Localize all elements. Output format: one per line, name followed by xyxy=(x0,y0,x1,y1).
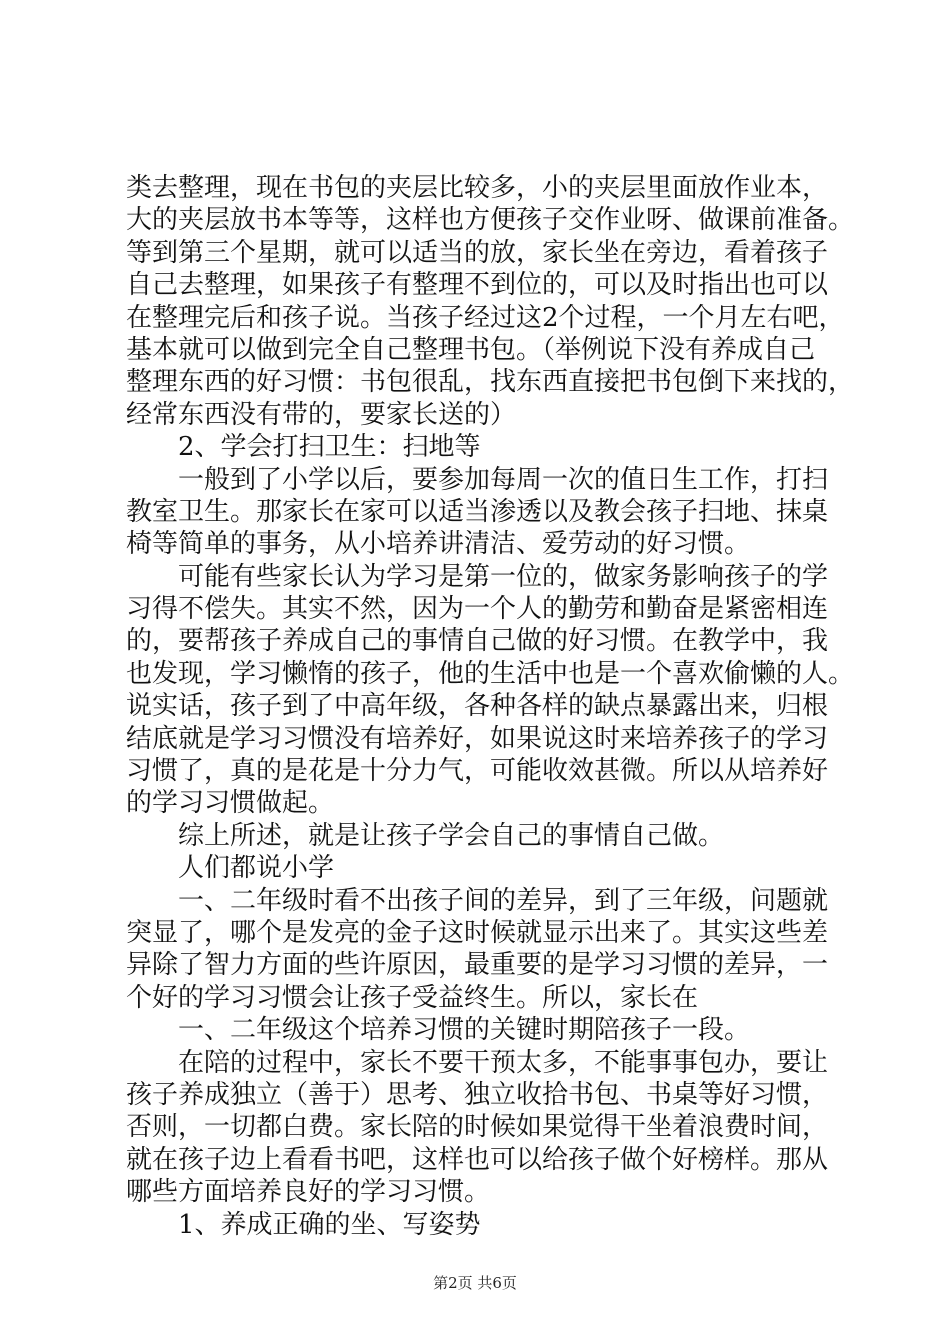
text-line: 综上所述，就是让孩子学会自己的事情自己做。 xyxy=(178,820,725,851)
text-line: 基本就可以做到完全自己整理书包。（举例说下没有养成自己 xyxy=(126,334,816,365)
text-line: 人们都说小学 xyxy=(178,853,335,884)
text-line: 一般到了小学以后，要参加每周一次的值日生工作，打扫 xyxy=(178,464,829,495)
section-heading: 1、养成正确的坐、写姿势 xyxy=(178,1209,481,1240)
text-line: 的学习习惯做起。 xyxy=(126,788,335,819)
text-line: 一、二年级时看不出孩子间的差异，到了三年级，问题就 xyxy=(178,885,829,916)
text-line: 可能有些家长认为学习是第一位的，做家务影响孩子的学 xyxy=(178,561,829,592)
text-line: 否则，一切都白费。家长陪的时候如果觉得干坐着浪费时间， xyxy=(126,1112,829,1143)
text-line: 一、二年级这个培养习惯的关键时期陪孩子一段。 xyxy=(178,1015,751,1046)
text-line: 在整理完后和孩子说。当孩子经过这2个过程，一个月左右吧， xyxy=(126,302,845,333)
text-line: 等到第三个星期，就可以适当的放，家长坐在旁边，看着孩子 xyxy=(126,237,829,268)
text-line: 习惯了，真的是花是十分力气，可能收效甚微。所以从培养好 xyxy=(126,756,829,787)
text-line: 就在孩子边上看看书吧，这样也可以给孩子做个好榜样。那从 xyxy=(126,1144,829,1175)
text-line: 哪些方面培养良好的学习习惯。 xyxy=(126,1177,491,1208)
text-line: 在陪的过程中，家长不要干预太多，不能事事包办，要让 xyxy=(178,1047,829,1078)
page-number-footer: 第2页 共6页 xyxy=(433,1274,517,1292)
text-line: 也发现，学习懒惰的孩子，他的生活中也是一个喜欢偷懒的人。 xyxy=(126,658,855,689)
text-line: 类去整理，现在书包的夹层比较多，小的夹层里面放作业本， xyxy=(126,173,829,203)
body-text xyxy=(126,172,855,1241)
section-heading: 2、学会打扫卫生：扫地等 xyxy=(178,432,481,463)
text-line: 结底就是学习习惯没有培养好，如果说这时来培养孩子的学习 xyxy=(126,723,829,754)
text-line: 椅等简单的事务，从小培养讲清洁、爱劳动的好习惯。 xyxy=(126,529,751,560)
text-line: 异除了智力方面的些许原因，最重要的是学习习惯的差异，一 xyxy=(126,950,829,981)
text-line: 自己去整理，如果孩子有整理不到位的，可以及时指出也可以 xyxy=(126,270,829,301)
text-line: 经常东西没有带的，要家长送的） xyxy=(126,399,517,430)
text-line: 习得不偿失。其实不然，因为一个人的勤劳和勤奋是紧密相连 xyxy=(126,594,829,625)
text-line: 突显了，哪个是发亮的金子这时候就显示出来了。其实这些差 xyxy=(126,917,829,948)
text-line: 教室卫生。那家长在家可以适当渗透以及教会孩子扫地、抹桌 xyxy=(126,496,829,527)
text-line: 的，要帮孩子养成自己的事情自己做的好习惯。在教学中，我 xyxy=(126,626,829,657)
text-line: 孩子养成独立（善于）思考、独立收拾书包、书桌等好习惯， xyxy=(126,1079,829,1110)
text-line: 说实话，孩子到了中高年级，各种各样的缺点暴露出来，归根 xyxy=(126,691,829,722)
text-line: 整理东西的好习惯：书包很乱，找东西直接把书包倒下来找的， xyxy=(126,367,855,398)
text-line: 大的夹层放书本等等，这样也方便孩子交作业呀、做课前准备。 xyxy=(126,205,855,236)
text-line: 个好的学习习惯会让孩子受益终生。所以，家长在 xyxy=(126,982,699,1013)
